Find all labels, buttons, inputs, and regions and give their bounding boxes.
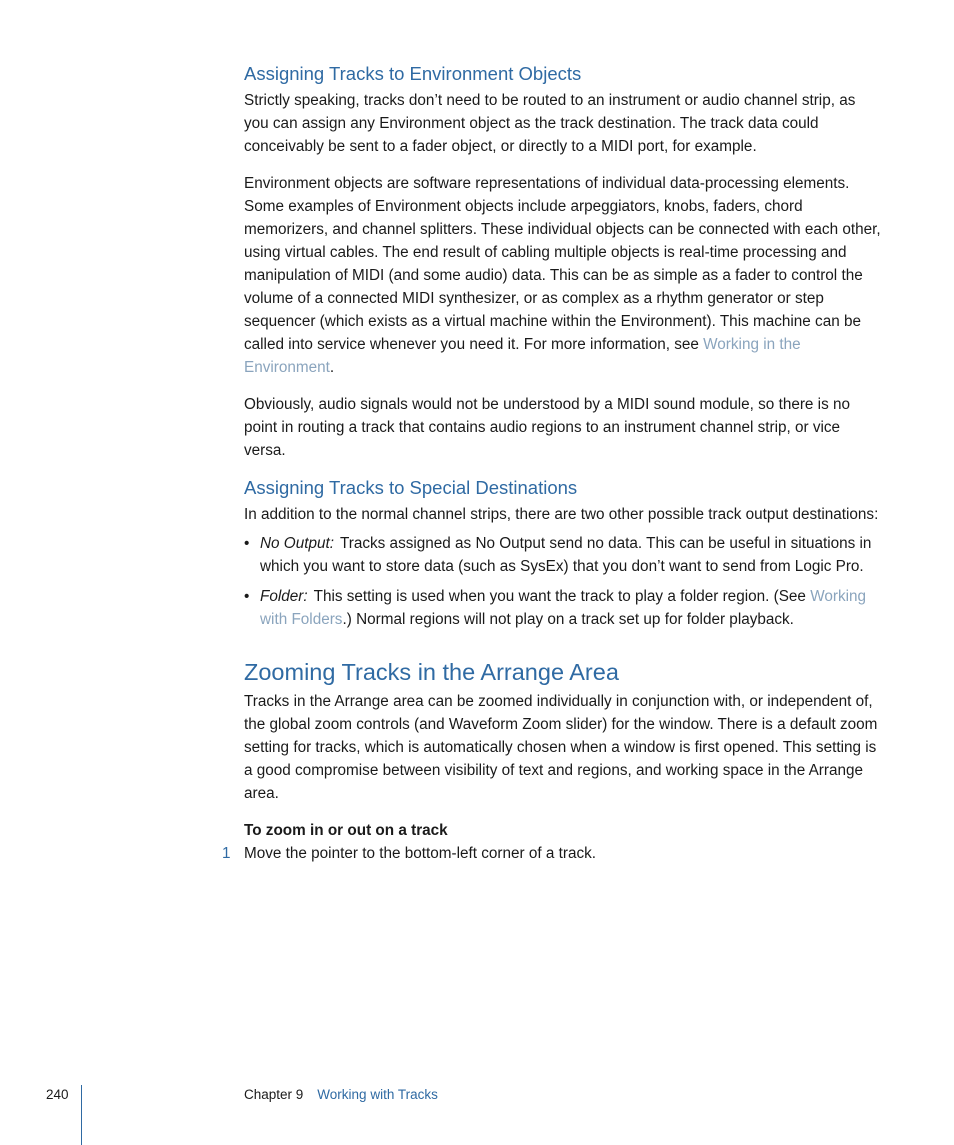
- section-heading-special-destinations: Assigning Tracks to Special Destinations: [244, 477, 578, 498]
- page-number: 240: [46, 1087, 69, 1102]
- step-number: 1: [222, 845, 231, 862]
- footer-chapter: [244, 1087, 438, 1102]
- bullet-item-no-output: [244, 532, 884, 578]
- section-heading-zooming-tracks: Zooming Tracks in the Arrange Area: [244, 659, 619, 685]
- section-heading-environment-objects: Assigning Tracks to Environment Objects: [244, 63, 582, 84]
- footer-divider: [81, 1085, 82, 1145]
- paragraph: [244, 172, 884, 379]
- link-working-in-environment[interactable]: Working in the Environment: [244, 336, 801, 376]
- paragraph-end: .: [329, 359, 335, 376]
- bullet-item-folder: [244, 585, 884, 631]
- step-item: [222, 842, 884, 865]
- paragraph: Tracks in the Arrange area can be zoomed individually in conjunction with, or independent of, the global zoom controls (and Waveform Zoom slider) for the window. There is a default zoom setting for tracks, which is automatically chosen when a window is first opened. This setting is a good compromise between visibility of text and regions, and working space in the Arrange area.: [244, 693, 878, 802]
- chapter-title-link[interactable]: Working with Tracks: [317, 1087, 438, 1102]
- bullet-dot-icon: •: [244, 535, 250, 552]
- bullet-text-after: .) Normal regions will not play on a track set up for folder playback.: [342, 611, 794, 628]
- bullet-term: Folder:: [260, 588, 308, 605]
- bullet-list: [244, 532, 884, 631]
- bullet-dot-icon: •: [244, 588, 250, 605]
- task-title: To zoom in or out on a track: [244, 822, 448, 839]
- paragraph-text: Environment objects are software representations of individual data-processing elements. Some examples of Environment objects include arpeggiators, knobs, faders, chord memorizers, and channel splitters. These individual objects can be connected with each other, using virtual cables. The end result of cabling multiple objects is real-time processing and manipulation of MIDI (and some audio) data. This can be as simple as a fader to control the volume of a connected MIDI synthesizer, or as complex as a rhythm generator or step sequencer (which exists as a virtual machine within the Environment). This machine can be called into service whenever you need it. For more information, see: [244, 175, 881, 353]
- bullet-term: No Output:: [260, 535, 334, 552]
- step-text: Move the pointer to the bottom-left corner of a track.: [244, 845, 597, 862]
- paragraph: In addition to the normal channel strips, there are two other possible track output destinations:: [244, 506, 879, 523]
- chapter-label: Chapter 9: [244, 1087, 304, 1102]
- page-content: [222, 62, 884, 865]
- link-working-with-folders[interactable]: Working with Folders: [260, 588, 867, 628]
- bullet-text: This setting is used when you want the track to play a folder region. (See: [313, 588, 811, 605]
- bullet-text: Tracks assigned as No Output send no data. This can be useful in situations in which you want to store data (such as SysEx) that you don’t want to send from Logic Pro.: [260, 535, 872, 575]
- paragraph: Strictly speaking, tracks don’t need to be routed to an instrument or audio channel strip, as you can assign any Environment object as the track destination. The track data could conceivably be sent to a fader object, or directly to a MIDI port, for example.: [244, 92, 856, 155]
- paragraph: Obviously, audio signals would not be understood by a MIDI sound module, so there is no point in routing a track that contains audio regions to an instrument channel strip, or vice versa.: [244, 396, 850, 459]
